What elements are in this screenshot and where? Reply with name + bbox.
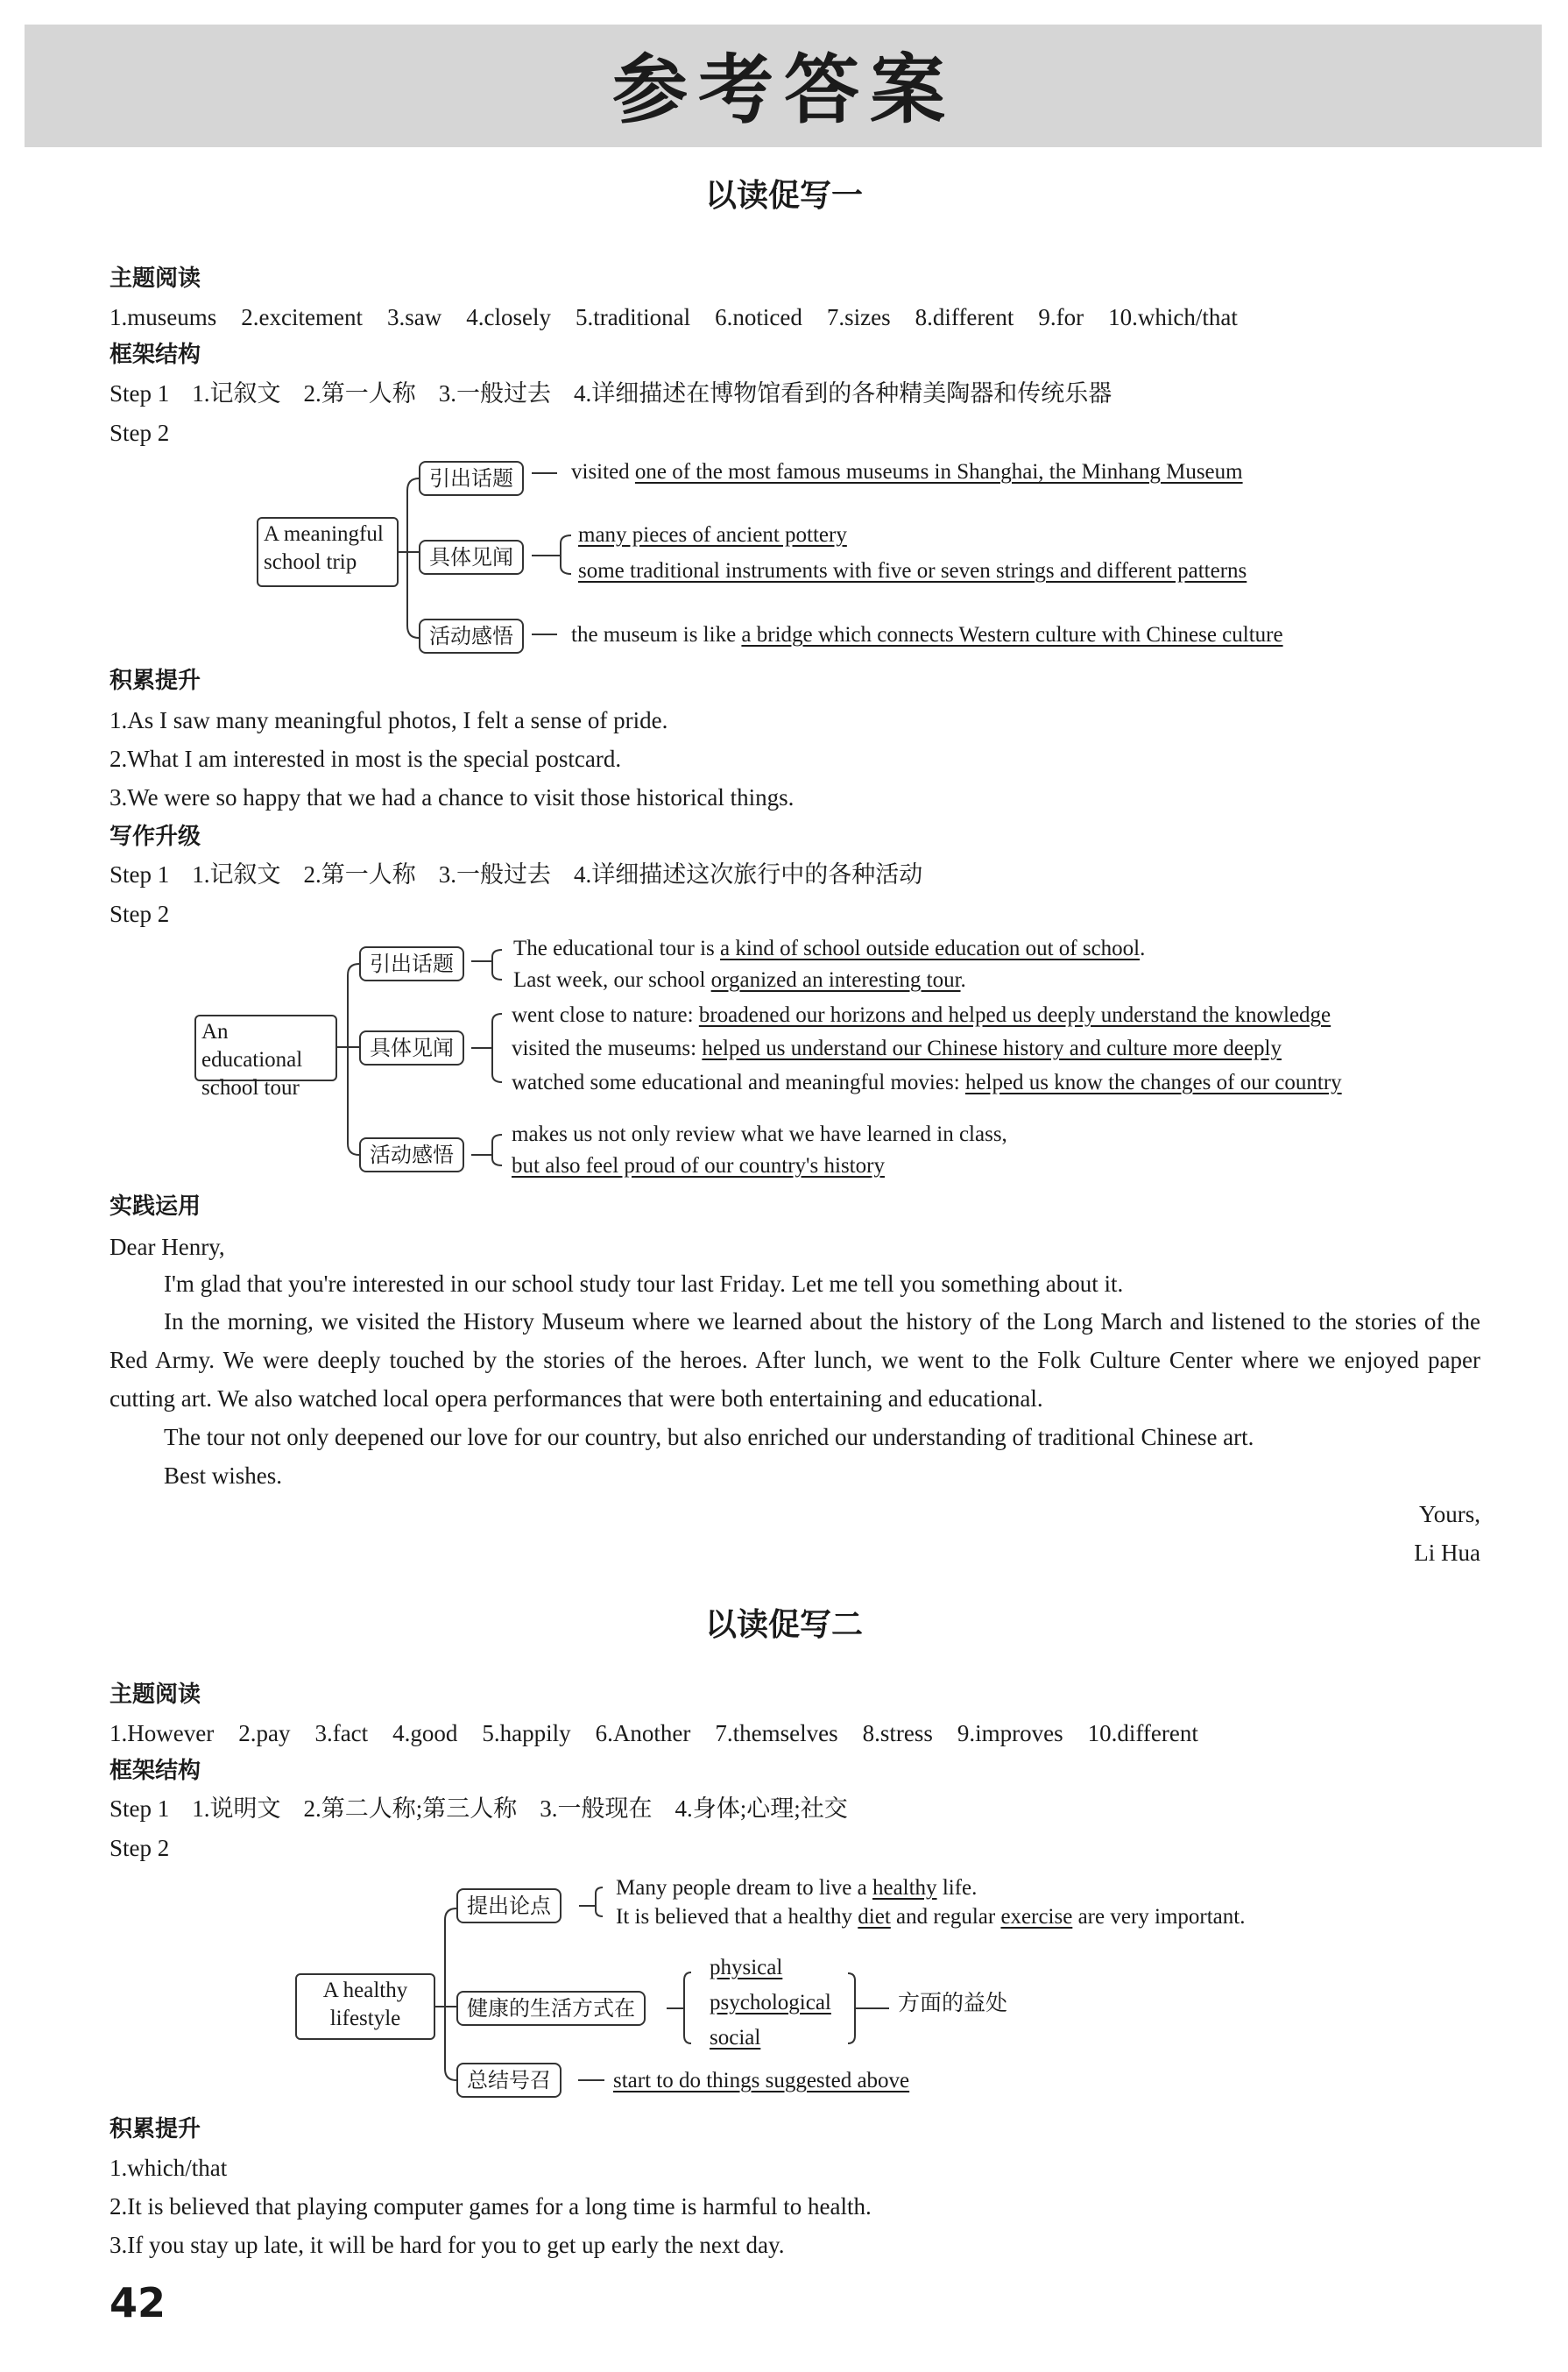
map1-root: A meaningful school trip: [257, 517, 399, 587]
map2-detail-1: went close to nature: broadened our horizons and helped us deeply understand the knowledge: [512, 1003, 1331, 1027]
unit2-reading-heading: 主题阅读: [109, 1682, 201, 1708]
unit2-step1: Step 1 1.说明文 2.第二人称;第三人称 3.一般现在 4.身体;心理;社交: [109, 1795, 848, 1822]
letter-sign-name: Li Hua: [1414, 1540, 1480, 1566]
map2-detail-2: visited the museums: helped us understand our Chinese history and culture more deeply: [512, 1037, 1282, 1060]
unit2-accumulate-heading: 积累提升: [109, 2116, 201, 2142]
map3-branch-argument: 提出论点: [456, 1888, 562, 1923]
map1-reflection-text: the museum is like a bridge which connects Western culture with Chinese culture: [571, 623, 1283, 647]
unit1-upgrade-step2-label: Step 2: [109, 901, 170, 927]
unit1-reading-answers: 1.museums 2.excitement 3.saw 4.closely 5.traditional 6.noticed 7.sizes 8.different 9.for 10.which/that: [109, 304, 1238, 330]
unit1-reading-heading: 主题阅读: [109, 266, 201, 292]
map2-branch-topic: 引出话题: [359, 946, 464, 981]
unit2-framework-heading: 框架结构: [109, 1758, 201, 1784]
letter-closing: Best wishes.: [164, 1462, 282, 1489]
unit1-framework-heading: 框架结构: [109, 342, 201, 368]
unit1-upgrade-step1: Step 1 1.记叙文 2.第一人称 3.一般过去 4.详细描述这次旅行中的各种活动: [109, 861, 923, 888]
unit2-accumulate-line-3: 3.If you stay up late, it will be hard for you to get up early the next day.: [109, 2232, 785, 2258]
letter-paragraph-3: The tour not only deepened our love for our country, but also enriched our understanding of traditional Chinese art.: [164, 1424, 1254, 1450]
map3-aspect-psychological: psychological: [710, 1991, 831, 2014]
unit1-accumulate-line-1: 1.As I saw many meaningful photos, I felt a sense of pride.: [109, 707, 668, 733]
unit1-practice-heading: 实践运用: [109, 1193, 201, 1220]
map2-detail-3: watched some educational and meaningful movies: helped us know the changes of our country: [512, 1071, 1342, 1094]
unit1-accumulate-line-3: 3.We were so happy that we had a chance to visit those historical things.: [109, 784, 795, 811]
map1-topic-text: visited one of the most famous museums in Shanghai, the Minhang Museum: [571, 460, 1243, 484]
map3-summary-text: start to do things suggested above: [613, 2069, 910, 2092]
map2-topic-line-1: The educational tour is a kind of school outside education out of school.: [513, 937, 1146, 960]
map3-aspect-physical: physical: [710, 1956, 783, 1979]
unit2-accumulate-line-1: 1.which/that: [109, 2155, 228, 2181]
unit1-accumulate-heading: 积累提升: [109, 668, 201, 694]
map1-detail-2: some traditional instruments with five or seven strings and different patterns: [578, 559, 1247, 583]
map1-branch-details: 具体见闻: [419, 540, 524, 575]
unit1-step2-label: Step 2: [109, 420, 170, 446]
map1-branch-topic: 引出话题: [419, 461, 524, 496]
unit2-title: 以读促写二: [704, 1606, 863, 1643]
page-title: 参考答案: [612, 46, 956, 134]
letter-sign-yours: Yours,: [1418, 1501, 1480, 1527]
unit1-upgrade-heading: 写作升级: [109, 824, 201, 850]
map2-topic-line-2: Last week, our school organized an interesting tour.: [513, 968, 966, 992]
unit2-step2-label: Step 2: [109, 1835, 170, 1861]
letter-paragraph-1: I'm glad that you're interested in our school study tour last Friday. Let me tell you something about it.: [164, 1271, 1124, 1297]
map3-branch-lifestyle: 健康的生活方式在: [456, 1991, 646, 2026]
map1-branch-reflection: 活动感悟: [419, 619, 524, 654]
map2-reflection-1: makes us not only review what we have learned in class,: [512, 1122, 1007, 1146]
map2-branch-details: 具体见闻: [359, 1030, 464, 1066]
page-number: 42: [109, 2279, 166, 2326]
map1-detail-1: many pieces of ancient pottery: [578, 523, 847, 547]
map3-root: A healthy lifestyle: [295, 1973, 435, 2040]
map2-reflection-2: but also feel proud of our country's history: [512, 1154, 885, 1178]
unit1-accumulate-line-2: 2.What I am interested in most is the special postcard.: [109, 746, 622, 772]
map3-argument-2: It is believed that a healthy diet and regular exercise are very important.: [616, 1905, 1246, 1929]
unit1-step1: Step 1 1.记叙文 2.第一人称 3.一般过去 4.详细描述在博物馆看到的各种精美陶器和传统乐器: [109, 380, 1112, 407]
letter-greeting: Dear Henry,: [109, 1234, 225, 1260]
letter-paragraph-2: In the morning, we visited the History Museum where we learned about the history of the Long March and listened to the stories of the Red Army. We were deeply touched by the stories of the heroes. After lunch, we went to the Folk Culture Center where we enjoyed paper cutting art. We also watched local opera performances that were both entertaining and educational.: [109, 1308, 1480, 1412]
map3-argument-1: Many people dream to live a healthy life.: [616, 1876, 978, 1900]
unit1-title: 以读促写一: [704, 177, 863, 214]
map2-branch-reflection: 活动感悟: [359, 1137, 464, 1172]
map3-branch-summary: 总结号召: [456, 2063, 562, 2098]
unit2-reading-answers: 1.However 2.pay 3.fact 4.good 5.happily 6.Another 7.themselves 8.stress 9.improves 10.different: [109, 1720, 1198, 1746]
map3-aspect-social: social: [710, 2026, 761, 2050]
map3-benefit-text: 方面的益处: [898, 1990, 1008, 2015]
map2-root: An educational school tour: [194, 1015, 337, 1081]
unit2-accumulate-line-2: 2.It is believed that playing computer games for a long time is harmful to health.: [109, 2193, 872, 2220]
